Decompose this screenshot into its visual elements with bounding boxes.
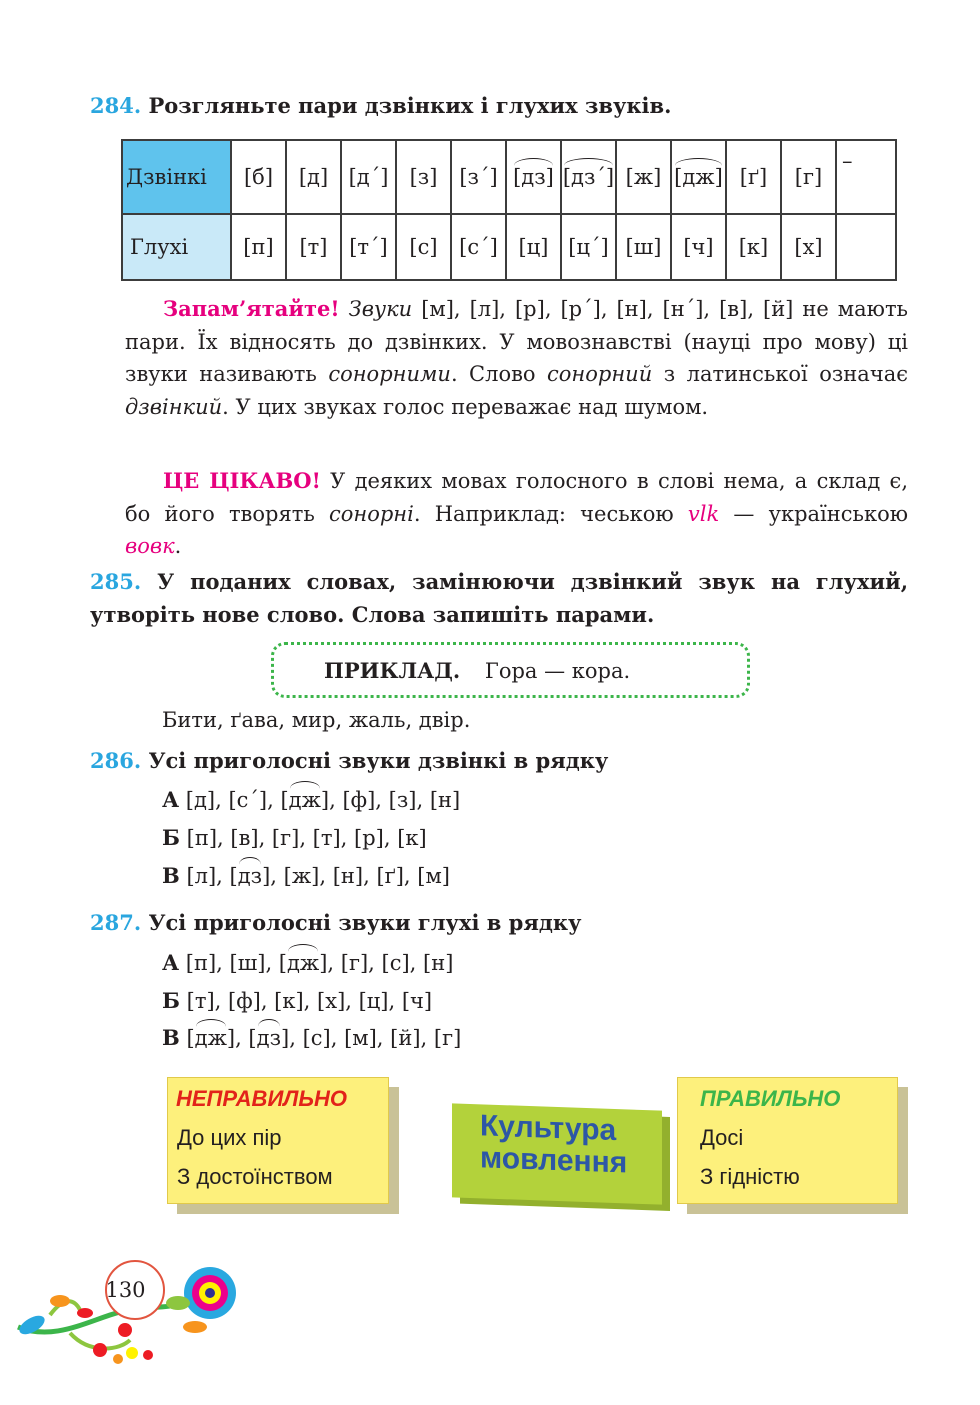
- affricate-sound: дж: [194, 1026, 227, 1050]
- option-text: [п], [ш], [: [185, 951, 287, 975]
- option-label: А: [162, 787, 180, 812]
- option-label: В: [162, 863, 180, 888]
- table-cell: [ч]: [671, 214, 726, 280]
- correct-item: З гідністю: [700, 1164, 800, 1189]
- option-text: ], [ф], [з], [н]: [320, 788, 461, 812]
- table-cell: –: [836, 140, 896, 214]
- example-label: ПРИКЛАД.: [324, 658, 461, 683]
- exercise-number: 287.: [90, 910, 142, 935]
- table-cell: [ґ]: [726, 140, 781, 214]
- option-b: [162, 825, 427, 850]
- text-fragment: У деяких мовах голосного в слові нема, а склад є, бо його творять: [125, 469, 908, 526]
- remember-paragraph: [125, 293, 908, 423]
- table-cell: [д´]: [341, 140, 396, 214]
- word-vlk: vlk: [687, 501, 720, 526]
- table-cell-arc: [506, 140, 561, 214]
- table-cell: [п]: [231, 214, 286, 280]
- table-cell: [б]: [231, 140, 286, 214]
- option-text: ], [с], [м], [й], [г]: [281, 1026, 462, 1050]
- affricate-sound: [дз]: [513, 165, 554, 189]
- interesting-label: ЦЕ ЦІКАВО!: [163, 468, 321, 493]
- exercise-number: 285.: [90, 569, 142, 594]
- text-fragment: . Слово: [450, 362, 536, 386]
- option-text: [: [186, 1026, 195, 1050]
- affricate-sound: [дз´]: [562, 165, 615, 189]
- text-fragment: . У цих звуках голос переважає над шумом.: [222, 394, 709, 419]
- incorrect-item: До цих пір: [177, 1125, 282, 1150]
- example-text: Гора — кора.: [484, 659, 631, 683]
- incorrect-note: [167, 1077, 389, 1204]
- affricate-sound: дз: [237, 864, 263, 888]
- table-cell: [т´]: [341, 214, 396, 280]
- word-list: Бити, ґава, мир, жаль, двір.: [162, 708, 471, 732]
- table-cell: [836, 214, 896, 280]
- option-text: [л], [: [186, 864, 238, 888]
- sound-pairs-table: [121, 139, 897, 281]
- voiced-label: Дзвінкі: [122, 140, 231, 214]
- exercise-284-heading: [90, 93, 671, 118]
- option-v: [162, 1025, 461, 1050]
- remember-label: Запам’ятайте!: [163, 296, 340, 321]
- term-sonorni: сонорними: [328, 362, 451, 386]
- table-cell: [з´]: [451, 140, 506, 214]
- correct-item: Досі: [700, 1125, 744, 1150]
- term-dzvinkyi: дзвінкий: [125, 394, 223, 419]
- text-fragment: [м], [л], [р], [р´], [н], [н´], [в], [й] не мають пари. Їх відносять до дзвінких. У мовознавстві (науці про мову) ці звуки називають: [125, 297, 908, 386]
- voiceless-row: [122, 214, 896, 280]
- option-text: ], [: [226, 1026, 257, 1050]
- option-text: [т], [ф], [к], [х], [ц], [ч]: [186, 989, 433, 1013]
- text-fragment: . Наприклад: чеською: [413, 501, 674, 526]
- affricate-sound: дз: [256, 1026, 282, 1050]
- option-text: ], [ж], [н], [ґ], [м]: [262, 864, 451, 888]
- table-cell: [з]: [396, 140, 451, 214]
- option-text: ], [г], [с], [н]: [319, 951, 454, 975]
- incorrect-item: З достоїнством: [177, 1164, 333, 1189]
- option-a: [162, 787, 460, 812]
- voiced-row: [122, 140, 896, 214]
- term-sonornyi: сонорний: [547, 362, 653, 386]
- option-label: А: [162, 950, 180, 975]
- correct-note: [677, 1077, 898, 1204]
- correct-title: ПРАВИЛЬНО: [700, 1086, 841, 1111]
- option-label: В: [162, 1025, 180, 1050]
- exercise-285-heading: [90, 565, 908, 631]
- exercise-task: Розгляньте пари дзвінких і глухих звуків.: [148, 93, 672, 118]
- term-sonorni: сонорні: [328, 501, 414, 526]
- voiceless-label: Глухі: [122, 214, 231, 280]
- option-label: Б: [162, 988, 180, 1013]
- text-fragment: — українською: [733, 501, 908, 526]
- culture-banner: [452, 1103, 662, 1204]
- table-cell: [с´]: [451, 214, 506, 280]
- text-fragment: з латинської означає: [663, 362, 908, 386]
- banner-line: мовлення: [480, 1141, 628, 1180]
- exercise-task: Усі приголосні звуки дзвінкі в рядку: [148, 748, 609, 773]
- option-a: [162, 950, 453, 975]
- exercise-number: 286.: [90, 748, 142, 773]
- exercise-task: У поданих словах, замінюючи дзвінкий звук на глухий, утворіть нове слово. Слова запишіть парами.: [90, 569, 909, 627]
- word-vovk: вовк: [125, 534, 175, 558]
- table-cell: [д]: [286, 140, 341, 214]
- affricate-sound: [дж]: [674, 165, 723, 189]
- affricate-sound: дж: [288, 788, 321, 812]
- interesting-paragraph: [125, 465, 908, 563]
- option-v: [162, 863, 450, 888]
- table-cell-arc: [561, 140, 616, 214]
- affricate-sound: дж: [286, 951, 320, 975]
- exercise-task: Усі приголосні звуки глухі в рядку: [148, 910, 582, 935]
- table-cell: [ш]: [616, 214, 671, 280]
- exercise-286-heading: [90, 748, 608, 773]
- text-fragment: Звуки: [348, 297, 413, 321]
- option-text: [п], [в], [г], [т], [р], [к]: [186, 826, 427, 850]
- table-cell: [ж]: [616, 140, 671, 214]
- floral-ornament: [10, 1255, 250, 1375]
- page-number: 130: [105, 1278, 146, 1302]
- table-cell: [к]: [726, 214, 781, 280]
- table-cell: [ц]: [506, 214, 561, 280]
- banner-line: Культура: [480, 1109, 617, 1148]
- table-cell: [г]: [781, 140, 836, 214]
- example-box: [271, 642, 750, 698]
- table-cell: [с]: [396, 214, 451, 280]
- option-b: [162, 988, 432, 1013]
- table-cell: [ц´]: [561, 214, 616, 280]
- table-cell: [х]: [781, 214, 836, 280]
- table-cell-arc: [671, 140, 726, 214]
- incorrect-title: НЕПРАВИЛЬНО: [176, 1086, 347, 1111]
- option-text: [д], [с´], [: [185, 788, 289, 812]
- text-fragment: .: [174, 534, 182, 558]
- exercise-287-heading: [90, 910, 581, 935]
- option-label: Б: [162, 825, 180, 850]
- table-cell: [т]: [286, 214, 341, 280]
- exercise-number: 284.: [90, 93, 142, 118]
